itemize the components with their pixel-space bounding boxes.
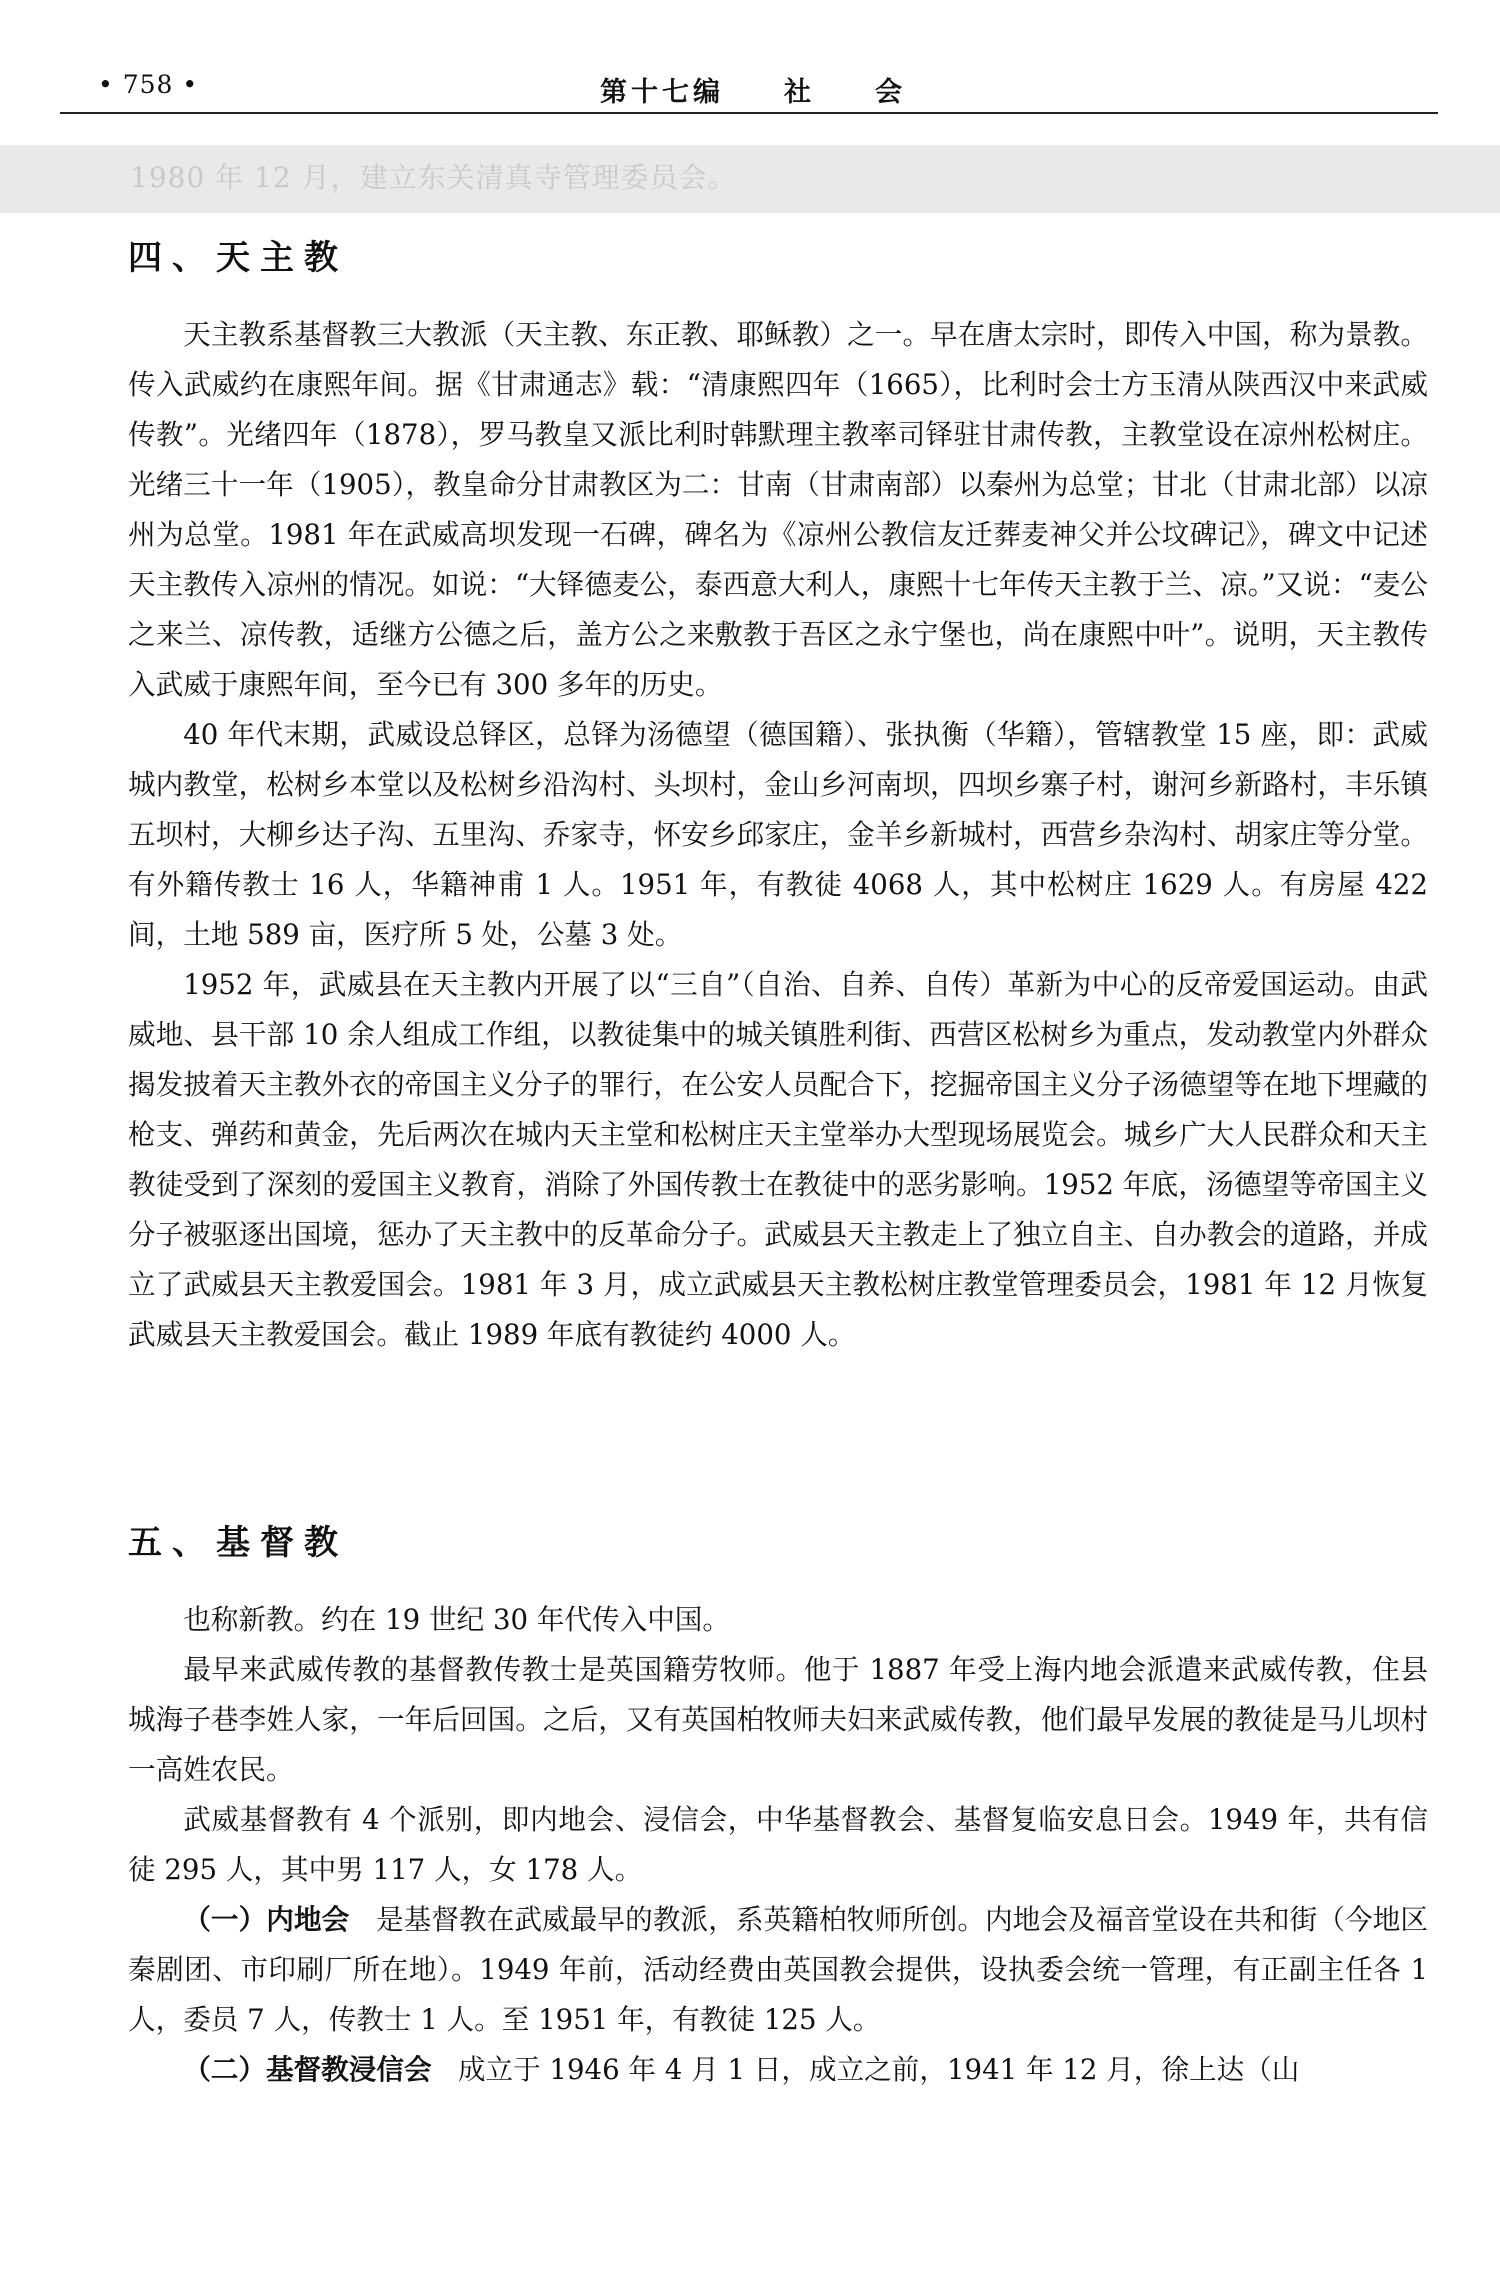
subsection-text: 是基督教在武威最早的教派，系英籍柏牧师所创。内地会及福音堂设在共和街（今地区秦剧团、市印刷厂所在地）。1949 年前，活动经费由英国教会提供，设执委会统一管理，有正副主任各 1 人，委员 7 人，传教士 1 人。至 1951 年，有教徒 125 人。 (128, 1903, 1428, 2036)
section-body-catholicism (128, 310, 1428, 1360)
section-heading-catholicism: 四、天主教 (128, 238, 348, 278)
running-title (600, 70, 906, 109)
paragraph: 40 年代末期，武威设总铎区，总铎为汤德望（德国籍）、张执衡（华籍），管辖教堂 15 座，即：武威城内教堂，松树乡本堂以及松树乡沿沟村、头坝村，金山乡河南坝，四坝乡寨子村，谢河乡新路村，丰乐镇五坝村，大柳乡达子沟、五里沟、乔家寺，怀安乡邱家庄，金羊乡新城村，西营乡杂沟村、胡家庄等分堂。有外籍传教士 16 人，华籍神甫 1 人。1951 年，有教徒 4068 人，其中松树庄 1629 人。有房屋 422 间，土地 589 亩，医疗所 5 处，公墓 3 处。 (128, 718, 1428, 951)
page-header (60, 62, 1438, 110)
running-title-part: 会 (875, 77, 906, 108)
running-title-part: 第十七编 (600, 77, 724, 108)
page-number: • 758 • (98, 70, 199, 99)
paragraph: 天主教系基督教三大教派（天主教、东正教、耶稣教）之一。早在唐太宗时，即传入中国，称为景教。传入武威约在康熙年间。据《甘肃通志》载：“清康熙四年（1665），比利时会士方玉清从陕西汉中来武威传教”。光绪四年（1878），罗马教皇又派比利时韩默理主教率司铎驻甘肃传教，主教堂设在凉州松树庄。光绪三十一年（1905），教皇命分甘肃教区为二：甘南（甘肃南部）以秦州为总堂；甘北（甘肃北部）以凉州为总堂。1981 年在武威高坝发现一石碑，碑名为《凉州公教信友迁葬麦神父并公坟碑记》，碑文中记述天主教传入凉州的情况。如说：“大铎德麦公，泰西意大利人，康熙十七年传天主教于兰、凉。”又说：“麦公之来兰、凉传教，适继方公德之后，盖方公之来敷教于吾区之永宁堡也，尚在康熙中叶”。说明，天主教传入武威于康熙年间，至今已有 300 多年的历史。 (128, 318, 1428, 701)
subsection-paragraph (128, 2045, 1428, 2095)
highlighted-line: 1980 年 12 月，建立东关清真寺管理委员会。 (130, 161, 737, 194)
subsection-paragraph (128, 1895, 1428, 2045)
section-body-protestantism (128, 1595, 1428, 2095)
paragraph: 也称新教。约在 19 世纪 30 年代传入中国。 (183, 1603, 730, 1636)
section-heading-protestantism: 五、基督教 (128, 1523, 348, 1563)
subsection-label: （一）内地会 (183, 1903, 350, 1936)
subsection-label: （二）基督教浸信会 (183, 2053, 432, 2086)
paragraph: 最早来武威传教的基督教传教士是英国籍劳牧师。他于 1887 年受上海内地会派遣来武威传教，住县城海子巷李姓人家，一年后回国。之后，又有英国柏牧师夫妇来武威传教，他们最早发展的教徒是马儿坝村一高姓农民。 (128, 1653, 1428, 1786)
subsection-text: 成立于 1946 年 4 月 1 日，成立之前，1941 年 12 月，徐上达（山 (457, 2053, 1300, 2086)
header-rule (60, 112, 1438, 114)
running-title-part: 社 (784, 77, 815, 108)
paragraph: 1952 年，武威县在天主教内开展了以“三自”（自治、自养、自传）革新为中心的反帝爱国运动。由武威地、县干部 10 余人组成工作组，以教徒集中的城关镇胜利街、西营区松树乡为重点，发动教堂内外群众揭发披着天主教外衣的帝国主义分子的罪行，在公安人员配合下，挖掘帝国主义分子汤德望等在地下埋藏的枪支、弹药和黄金，先后两次在城内天主堂和松树庄天主堂举办大型现场展览会。城乡广大人民群众和天主教徒受到了深刻的爱国主义教育，消除了外国传教士在教徒中的恶劣影响。1952 年底，汤德望等帝国主义分子被驱逐出国境，惩办了天主教中的反革命分子。武威县天主教走上了独立自主、自办教会的道路，并成立了武威县天主教爱国会。1981 年 3 月，成立武威县天主教松树庄教堂管理委员会，1981 年 12 月恢复武威县天主教爱国会。截止 1989 年底有教徒约 4000 人。 (128, 968, 1428, 1351)
paragraph: 武威基督教有 4 个派别，即内地会、浸信会，中华基督教会、基督复临安息日会。1949 年，共有信徒 295 人，其中男 117 人，女 178 人。 (128, 1803, 1428, 1886)
